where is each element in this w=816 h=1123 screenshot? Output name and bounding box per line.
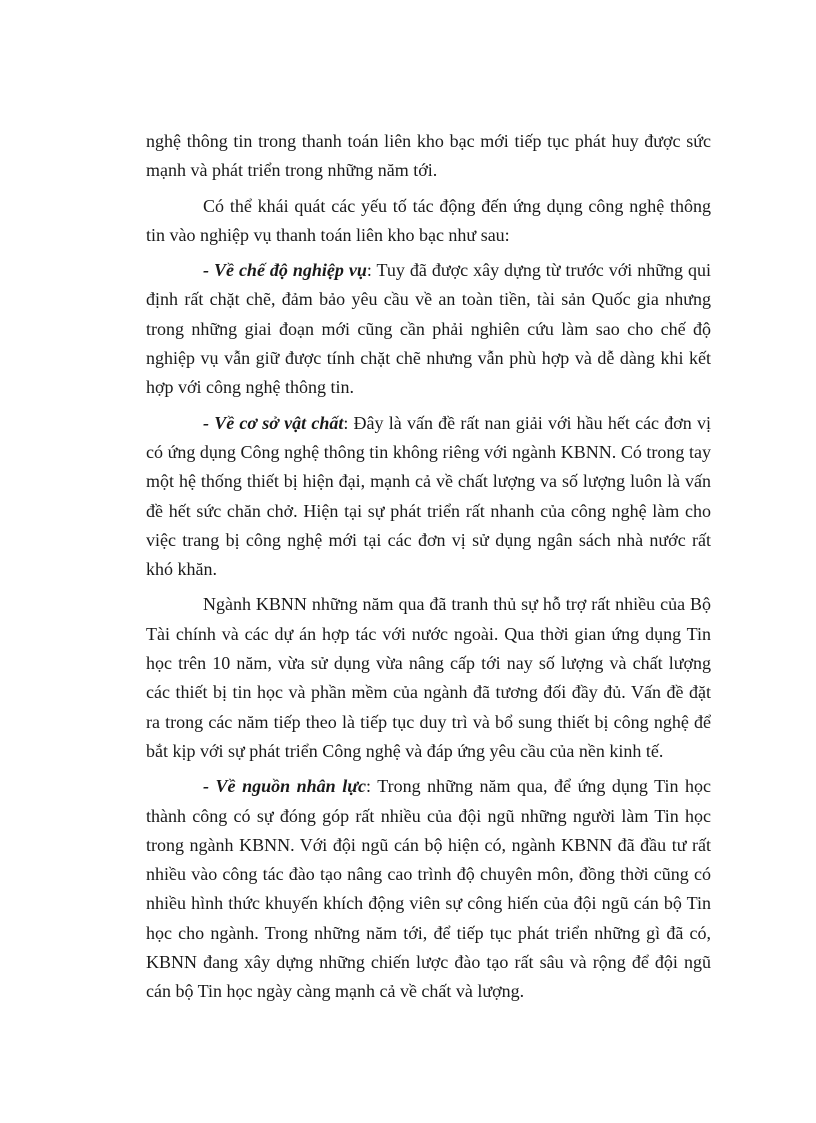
paragraph-infrastructure [146,409,711,585]
paragraph-kbnn-support [146,590,711,766]
paragraph-text: Ngành KBNN những năm qua đã tranh thủ sự hỗ trợ rất nhiều của Bộ Tài chính và các dự án hợp tác với nước ngoài. Qua thời gian ứng dụng Tin học trên 10 năm, vừa sử dụng vừa nâng cấp tới nay số lượng và chất lượng các thiết bị tin học và phần mềm của ngành đã tương đối đầy đủ. Vấn đề đặt ra trong các năm tiếp theo là tiếp tục duy trì và bổ sung thiết bị công nghệ để bắt kịp với sự phát triển Công nghệ và đáp ứng yêu cầu của nền kinh tế. [146,594,711,761]
paragraph-text: : Đây là vấn đề rất nan giải với hầu hết các đơn vị có ứng dụng Công nghệ thông tin không riêng với ngành KBNN. Có trong tay một hệ thống thiết bị hiện đại, mạnh cả về chất lượng va số lượng luôn là vấn đề hết sức chăn chở. Hiện tại sự phát triển rất nhanh của công nghệ làm cho việc trang bị công nghệ mới tại các đơn vị sử dụng ngân sách nhà nước rất khó khăn. [146,412,711,580]
paragraph-lead: - Về chế độ nghiệp vụ [203,260,367,281]
paragraph-text: : Tuy đã được xây dựng từ trước với những qui định rất chặt chẽ, đảm bảo yêu cầu về an toàn tiền, tài sản Quốc gia nhưng trong những giai đoạn mới cũng cần phải nghiên cứu làm sao cho chế độ nghiệp vụ vẫn giữ được tính chặt chẽ nhưng vẫn phù hợp và dễ dàng khi kết hợp với công nghệ thông tin. [146,260,712,398]
paragraph-lead: - Về cơ sở vật chất [203,412,344,433]
document-page [146,127,711,1013]
paragraph-text: : Trong những năm qua, để ứng dụng Tin học thành công có sự đóng góp rất nhiều của đội ngũ những người làm Tin học trong ngành KBNN. Với đội ngũ cán bộ hiện có, ngành KBNN đã đầu tư rất nhiều vào công tác đào tạo nâng cao trình độ chuyên môn, đồng thời cũng có nhiều hình thức khuyến khích động viên sự công hiến của đội ngũ cán bộ Tin học cho ngành. Trong những năm tới, để tiếp tục phát triển những gì đã có, KBNN đang xây dựng những chiến lược đào tạo rất sâu và rộng để đội ngũ cán bộ Tin học ngày càng mạnh cả về chất và lượng. [146,776,712,1002]
paragraph-human-resources [146,772,711,1006]
paragraph-text: Có thể khái quát các yếu tố tác động đến ứng dụng công nghệ thông tin vào nghiệp vụ thanh toán liên kho bạc như sau: [146,195,711,245]
paragraph-continuation [146,127,711,186]
paragraph-text: nghệ thông tin trong thanh toán liên kho bạc mới tiếp tục phát huy được sức mạnh và phát triển trong những năm tới. [146,131,711,181]
paragraph-business-regime [146,256,711,402]
paragraph-lead: - Về nguồn nhân lực [203,776,367,797]
paragraph-intro [146,192,711,251]
